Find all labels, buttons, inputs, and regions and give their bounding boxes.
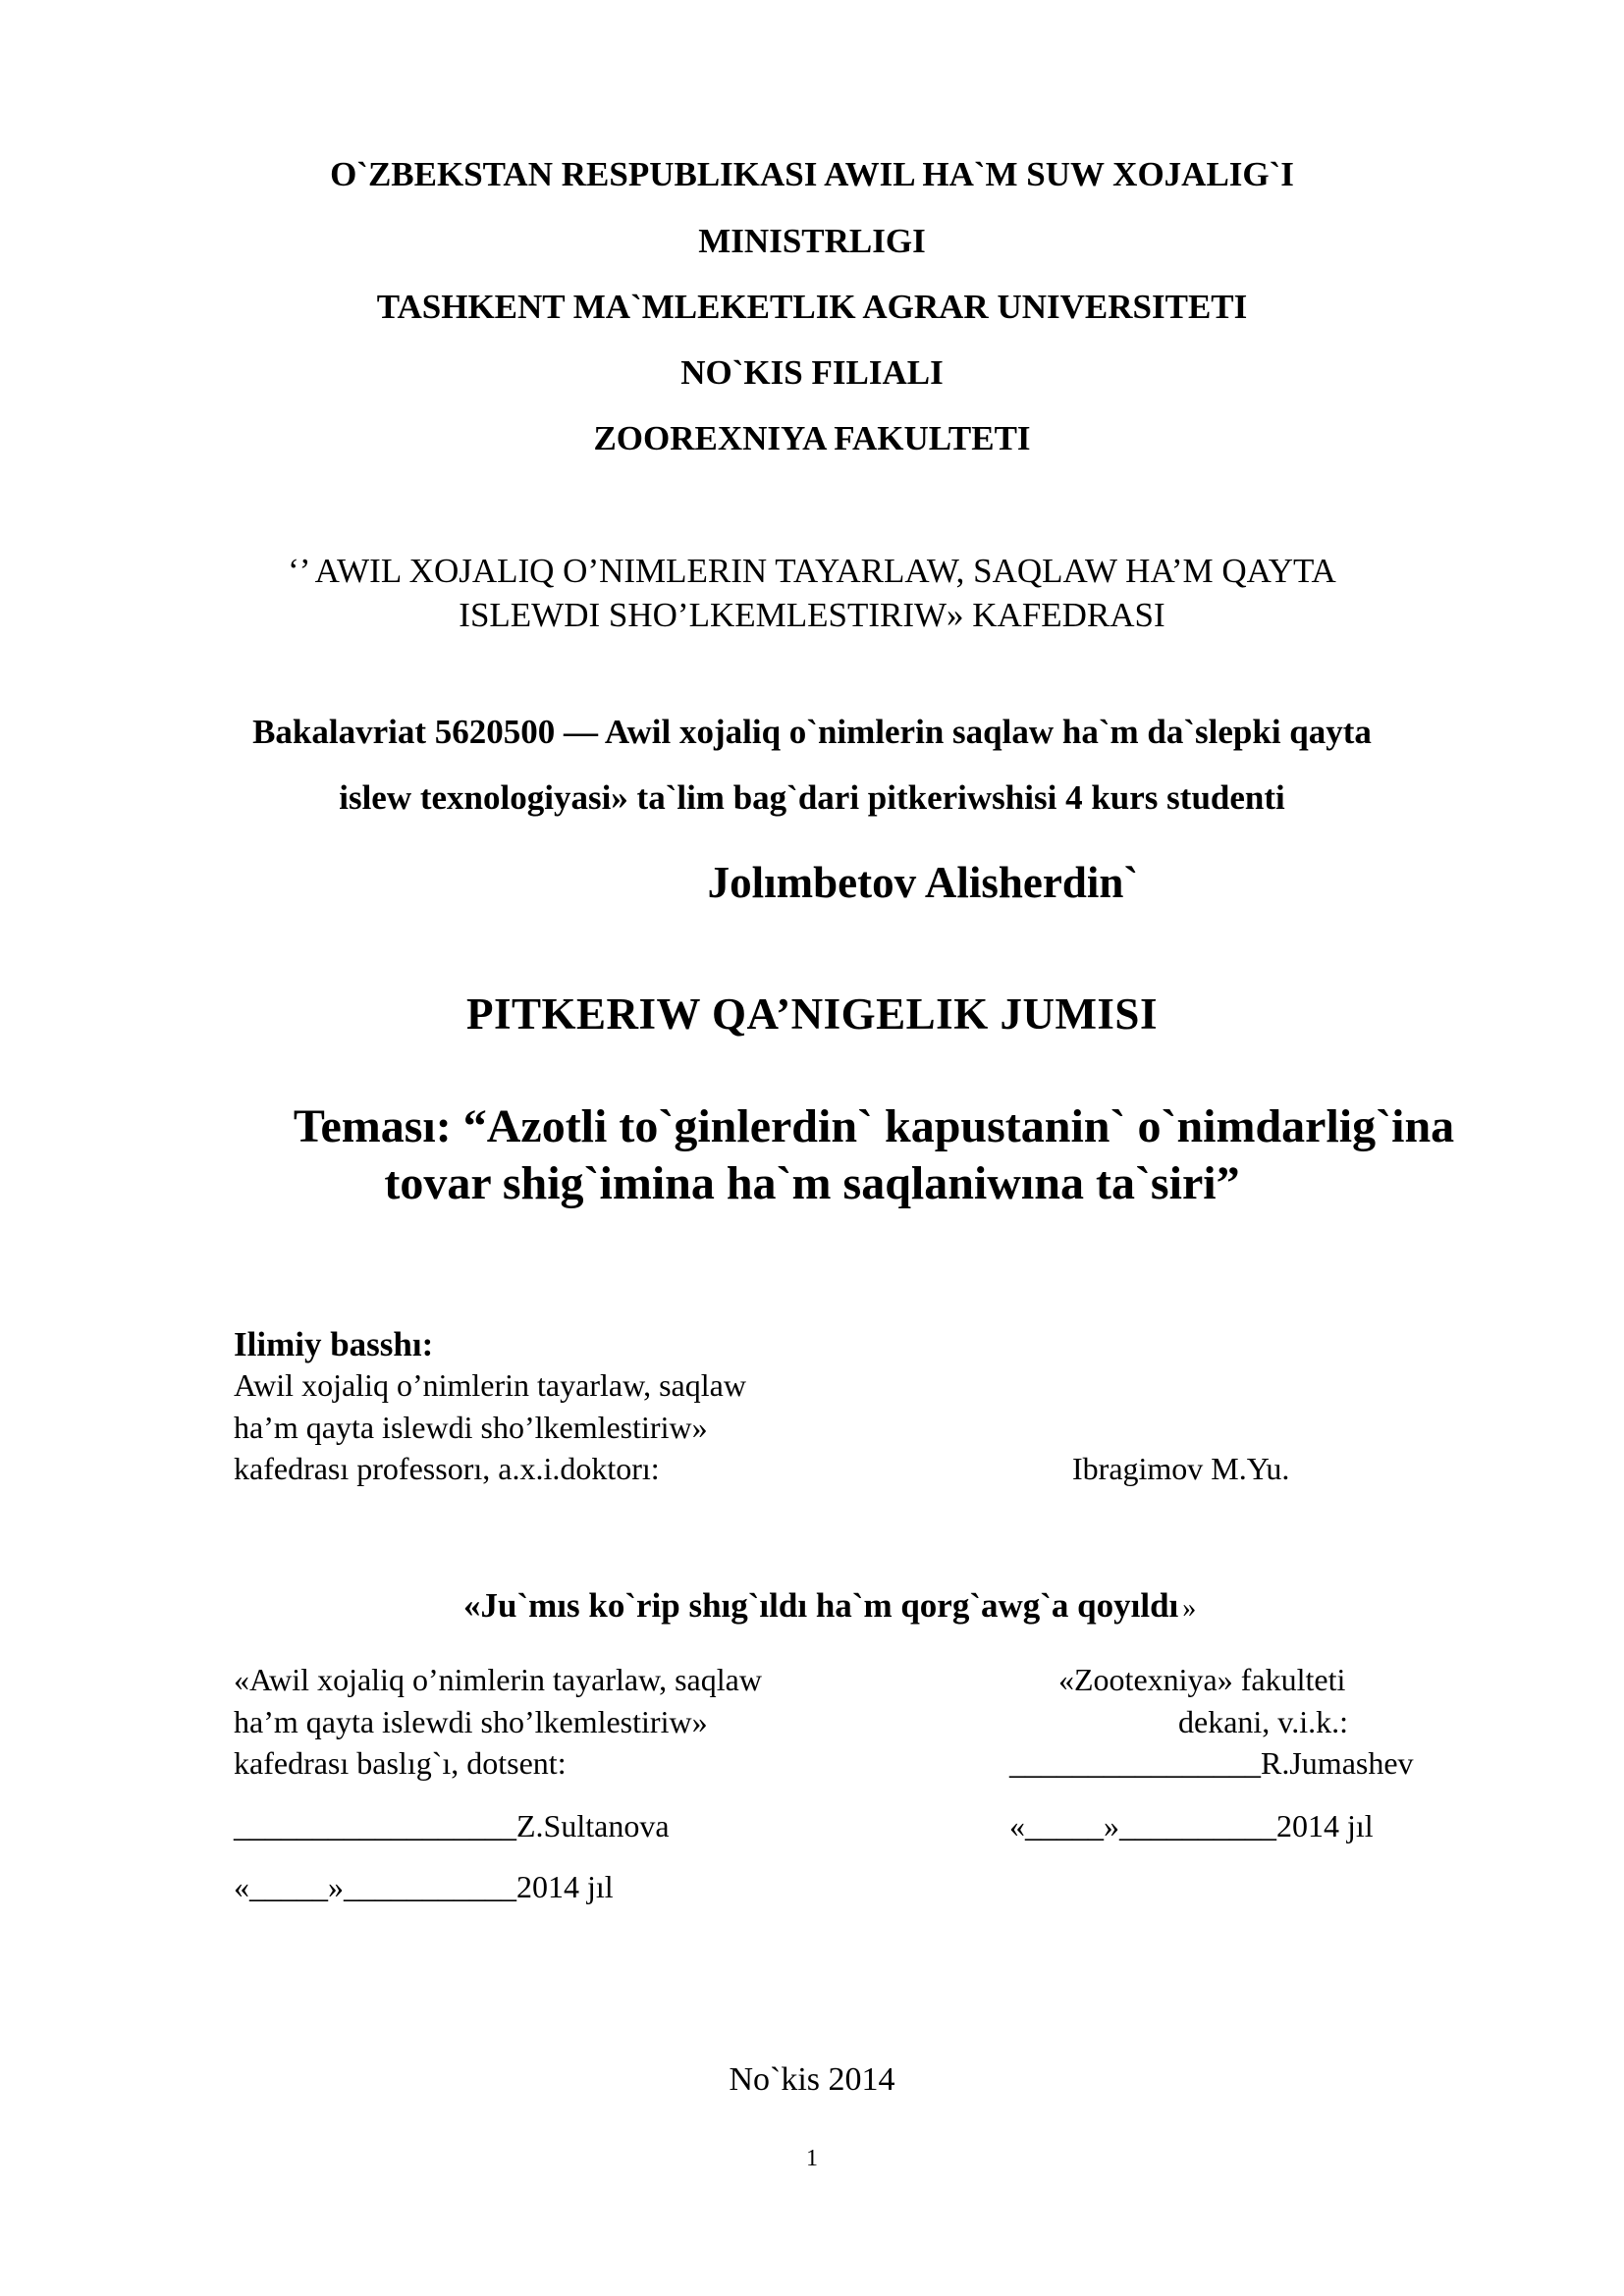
header-branch: NO`KIS FILIALI <box>680 353 944 392</box>
theme-line2: tovar shig`imina ha`m saqlaniwına ta`siri” <box>384 1157 1240 1209</box>
page-number: 1 <box>806 2146 818 2171</box>
program-line2: islew texnologiyasi» ta`lim bag`dari pitkeriwshisi 4 kurs studenti <box>339 778 1285 817</box>
head-of-dept-date: «_____»___________2014 jıl <box>234 1869 614 1904</box>
supervisor-heading: Ilimiy basshı: <box>234 1325 434 1363</box>
header-faculty: ZOOREXNIYA FAKULTETI <box>593 419 1031 457</box>
theme-line1: Teması: “Azotli to`ginlerdin` kapustanin` o`nimdarlig`ina <box>293 1100 1455 1152</box>
program-line1: Bakalavriat 5620500 — Awil xojaliq o`nimlerin saqlaw ha`m da`slepki qayta <box>252 713 1372 751</box>
approval-heading-text: «Ju`mıs ko`rip shıg`ıldı ha`m qorg`awg`a qoyıldı <box>463 1586 1179 1625</box>
student-name: Jolımbetov Alisherdin` <box>707 858 1139 907</box>
approval-heading <box>463 1586 1196 1626</box>
supervisor-name: Ibragimov M.Yu. <box>1072 1451 1290 1486</box>
head-of-dept-line2: ha’m qayta islewdi sho’lkemlestiriw» <box>234 1704 708 1739</box>
work-title: PITKERIW QA’NIGELIK JUMISI <box>466 989 1158 1039</box>
department-line1: ‘’ AWIL XOJALIQ O’NIMLERIN TAYARLAW, SAQLAW HA’M QAYTA <box>288 552 1336 590</box>
department-line2: ISLEWDI SHO’LKEMLESTIRIW» KAFEDRASI <box>459 596 1165 634</box>
dean-signature: ________________R.Jumashev <box>1009 1745 1414 1781</box>
place-year: No`kis 2014 <box>729 2061 895 2098</box>
dean-line2: dekani, v.i.k.: <box>1178 1704 1348 1739</box>
supervisor-line1: Awil xojaliq o’nimlerin tayarlaw, saqlaw <box>234 1367 746 1403</box>
dean-line1: «Zootexniya» fakulteti <box>1058 1662 1346 1697</box>
header-ministry-line1: O`ZBEKSTAN RESPUBLIKASI AWIL HA`M SUW XOJALIG`I <box>330 155 1294 193</box>
head-of-dept-line3: kafedrası baslıg`ı, dotsent: <box>234 1745 567 1781</box>
approval-heading-close: » <box>1182 1593 1197 1624</box>
head-of-dept-line1: «Awil xojaliq o’nimlerin tayarlaw, saqlaw <box>234 1662 762 1697</box>
head-of-dept-signature: __________________Z.Sultanova <box>234 1808 670 1843</box>
supervisor-line2: ha’m qayta islewdi sho’lkemlestiriw» <box>234 1410 708 1445</box>
supervisor-line3: kafedrası professorı, a.x.i.doktorı: <box>234 1451 660 1486</box>
dean-date: «_____»__________2014 jıl <box>1009 1808 1374 1843</box>
header-ministry-line2: MINISTRLIGI <box>698 222 926 260</box>
header-university: TASHKENT MA`MLEKETLIK AGRAR UNIVERSITETI <box>376 288 1248 326</box>
